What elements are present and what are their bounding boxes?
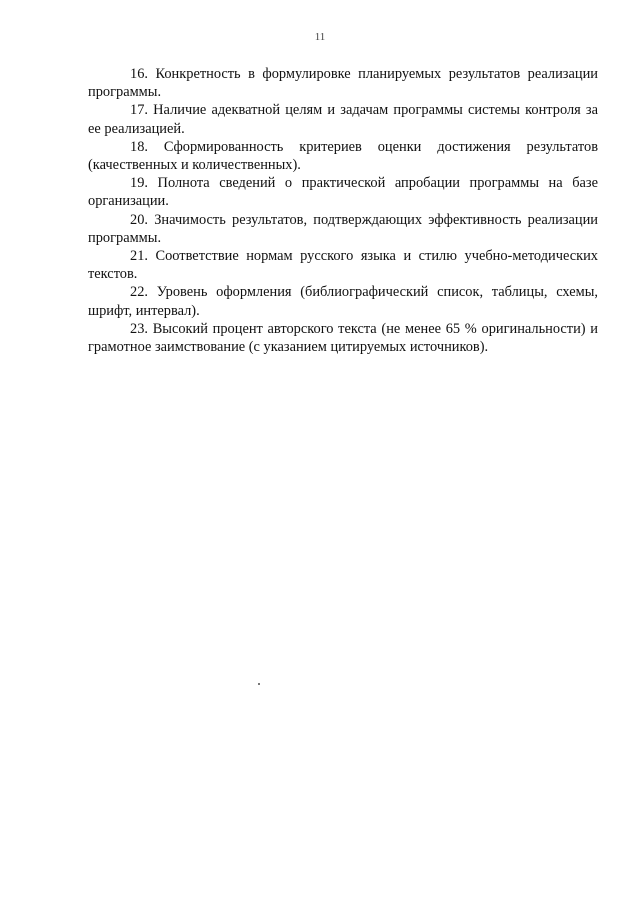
scan-speck — [258, 683, 260, 685]
criterion-22: 22. Уровень оформления (библиографический список, таблицы, схемы, шрифт, интервал). — [88, 284, 598, 319]
criterion-16: 16. Конкретность в формулировке планируемых результатов реализации программы. — [88, 66, 598, 101]
criterion-19: 19. Полнота сведений о практической апробации программы на базе организации. — [88, 175, 598, 210]
criterion-21: 21. Соответствие нормам русского языка и стилю учебно-методических текстов. — [88, 248, 598, 283]
criterion-18: 18. Сформированность критериев оценки достижения результатов (качественных и количественных). — [88, 138, 598, 174]
page-number: 11 — [314, 31, 326, 43]
criterion-23: 23. Высокий процент авторского текста (не менее 65 % оригинальности) и грамотное заимствование (с указанием цитируемых источников). — [88, 320, 598, 356]
criterion-20: 20. Значимость результатов, подтверждающих эффективность реализации программы. — [88, 211, 598, 246]
criteria-list — [88, 65, 598, 356]
criterion-17: 17. Наличие адекватной целям и задачам программы системы контроля за ее реализацией. — [88, 102, 598, 137]
